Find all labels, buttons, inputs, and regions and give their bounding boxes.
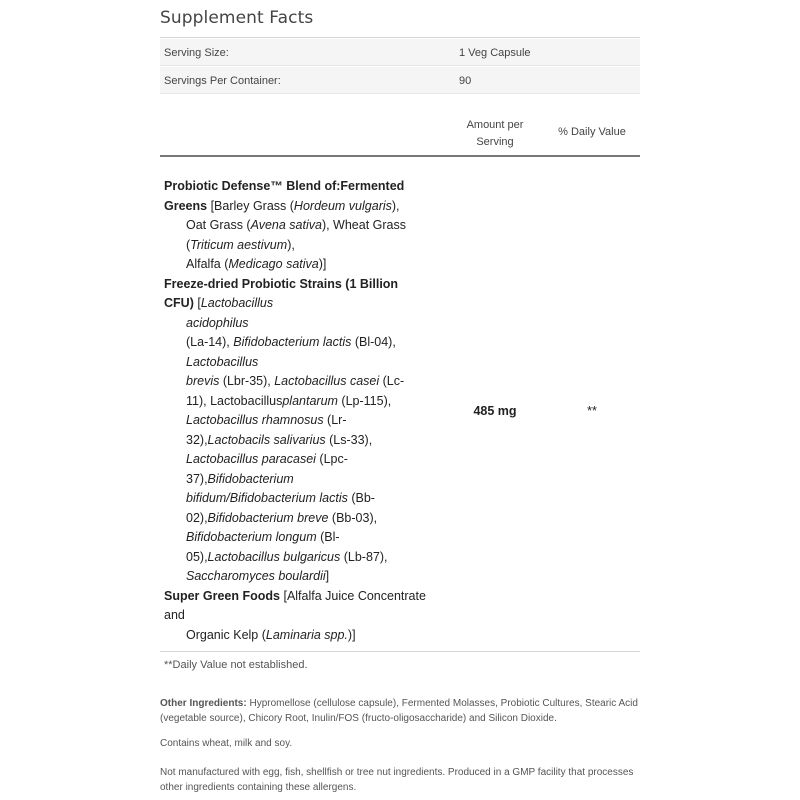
ingredient-line — [164, 509, 454, 529]
ingredient-text-segment: [ — [193, 296, 201, 310]
ingredient-text-segment: bifidum/Bifidobacterium lactis — [186, 491, 348, 505]
ingredient-text-segment: 11), Lactobacillus — [186, 393, 283, 408]
ingredient-text-segment: Lactobacillus — [186, 354, 259, 369]
ingredient-text-segment: Triticum aestivum — [190, 237, 288, 252]
ingredient-text-segment: Avena sativa — [250, 218, 322, 232]
serving-size-value: 1 Veg Capsule — [459, 47, 531, 59]
ingredient-line — [164, 470, 454, 490]
title-divider — [160, 37, 640, 38]
ingredient-text-segment: (La-14), — [186, 335, 234, 349]
ingredient-text-segment: ] — [325, 569, 330, 583]
ingredient-text-segment: )] — [318, 257, 327, 271]
ingredient-text-segment: plantarum — [282, 393, 338, 408]
ingredient-line — [164, 431, 454, 451]
ingredient-line — [164, 177, 454, 197]
ingredient-text-segment: brevis — [186, 374, 220, 388]
other-ingredients — [160, 696, 640, 726]
ingredient-text-segment: Lactobacillus rhamnosus — [186, 413, 324, 427]
ingredient-text-segment: Oat Grass ( — [186, 218, 251, 232]
ingredient-text-segment: (Lc- — [379, 374, 405, 388]
ingredient-text-segment: acidophilus — [186, 315, 249, 330]
ingredient-text-segment: (Bb-03), — [328, 510, 378, 525]
servings-per-container-label: Servings Per Container: — [164, 75, 281, 87]
ingredient-description — [164, 177, 454, 645]
ingredient-text-segment: Saccharomyces boulardii — [186, 569, 326, 583]
row-divider — [160, 93, 640, 94]
ingredient-text-segment: Bifidobacterium longum — [186, 530, 317, 544]
serving-size-label: Serving Size: — [164, 47, 229, 59]
ingredient-text-segment: Lactobacillus bulgaricus — [207, 549, 341, 564]
ingredient-text-segment: (Lp-115), — [337, 393, 392, 408]
ingredient-line — [164, 197, 454, 217]
daily-value-header: % Daily Value — [558, 126, 626, 138]
ingredient-text-segment: 02), — [186, 510, 208, 525]
ingredient-line — [164, 411, 454, 431]
row-divider — [160, 65, 640, 66]
ingredient-text-segment: Hordeum vulgaris — [293, 198, 392, 213]
ingredient-text-segment: (Lbr-35), — [219, 374, 275, 388]
ingredient-text-segment: and — [164, 608, 185, 622]
ingredient-line — [164, 216, 454, 236]
ingredient-text-segment: Bifidobacterium breve — [207, 510, 329, 525]
ingredient-text-segment: Lactobacillus casei — [274, 374, 380, 388]
ingredient-line — [164, 392, 454, 412]
ingredient-text-segment: )] — [347, 627, 356, 642]
ingredient-text-segment: [Alfalfa Juice Concentrate — [280, 588, 426, 603]
ingredient-text-segment: Greens — [164, 198, 208, 213]
ingredient-line — [164, 567, 454, 587]
ingredient-text-segment: 37), — [186, 471, 208, 486]
other-ingredients-label: Other Ingredients: — [160, 698, 247, 709]
allergen-contains: Contains wheat, milk and soy. — [160, 738, 293, 749]
ingredient-text-segment: Alfalfa ( — [186, 257, 229, 271]
ingredient-line — [164, 548, 454, 568]
servings-per-container-value: 90 — [459, 75, 472, 87]
ingredient-line — [164, 372, 454, 392]
ingredient-line — [164, 333, 454, 353]
ingredient-text-segment: (Bl- — [316, 530, 340, 544]
ingredient-text-segment: 32), — [186, 432, 208, 447]
ingredient-text-segment: ), — [391, 198, 400, 213]
ingredient-line — [164, 528, 454, 548]
ingredient-text-segment: Bifidobacterium lactis — [233, 335, 352, 349]
ingredient-line — [164, 314, 454, 334]
ingredient-text-segment: ( — [186, 237, 191, 252]
ingredient-text-segment: [Barley Grass ( — [207, 198, 294, 213]
ingredient-text-segment: (Lpc- — [315, 452, 348, 466]
amount-per-serving-header — [450, 117, 540, 151]
ingredient-text-segment: (Bl-04), — [351, 335, 396, 349]
ingredient-text-segment: Organic Kelp ( — [186, 627, 266, 642]
panel-title: Supplement Facts — [160, 8, 314, 28]
ingredient-text-segment: (Ls-33), — [325, 432, 373, 447]
serving-size-row — [160, 39, 640, 65]
ingredient-text-segment: (Lr- — [323, 413, 347, 427]
ingredient-line — [164, 255, 454, 275]
allergen-statement: Not manufactured with egg, fish, shellfish or tree nut ingredients. Produced in a GMP facility that processes other ingredients containing these allergens. — [160, 767, 634, 793]
ingredient-text-segment: Lactobacils salivarius — [207, 432, 326, 447]
amount-header-line1: Amount per — [466, 119, 524, 131]
daily-value-footnote: **Daily Value not established. — [164, 659, 308, 671]
ingredient-text-segment: Probiotic Defense™ Blend of:Fermented — [164, 179, 405, 193]
ingredient-text-segment: Laminaria spp. — [265, 627, 348, 642]
ingredient-text-segment: ), Wheat Grass — [321, 218, 406, 232]
ingredient-line — [164, 450, 454, 470]
ingredient-text-segment: Bifidobacterium — [207, 471, 294, 486]
ingredient-text-segment: Lactobacillus paracasei — [186, 452, 316, 466]
ingredient-line — [164, 626, 454, 646]
ingredient-text-segment: (Lb-87), — [340, 549, 388, 564]
ingredient-text-segment: 05), — [186, 549, 208, 564]
header-divider — [160, 155, 640, 157]
ingredient-line — [164, 489, 454, 509]
ingredient-line — [164, 353, 454, 373]
other-ingredients-text: Hypromellose (cellulose capsule), Fermented Molasses, Probiotic Cultures, Stearic Acid (vegetable source), Chicory Root, Inulin/FOS (fructo-oligosaccharide) and Silicon Dioxide. — [160, 698, 638, 724]
ingredient-text-segment: Medicago sativa — [228, 257, 319, 271]
ingredient-text-segment: Super Green Foods — [164, 588, 280, 603]
amount-header-line2: Serving — [476, 136, 514, 148]
servings-per-container-row — [160, 67, 640, 93]
ingredient-amount: 485 mg — [473, 404, 517, 418]
table-bottom-divider — [160, 651, 640, 652]
ingredient-text-segment: Lactobacillus — [200, 296, 274, 310]
ingredient-text-segment: (Bb- — [347, 491, 375, 505]
ingredient-line — [164, 587, 454, 607]
ingredient-line — [164, 236, 454, 256]
ingredient-line — [164, 606, 454, 626]
ingredient-text-segment: ), — [287, 237, 295, 252]
ingredient-daily-value: ** — [587, 404, 597, 418]
ingredient-text-segment: CFU) — [164, 296, 194, 310]
ingredient-line — [164, 294, 454, 314]
ingredient-line — [164, 275, 454, 295]
ingredient-text-segment: Freeze-dried Probiotic Strains (1 Billion — [164, 276, 399, 291]
